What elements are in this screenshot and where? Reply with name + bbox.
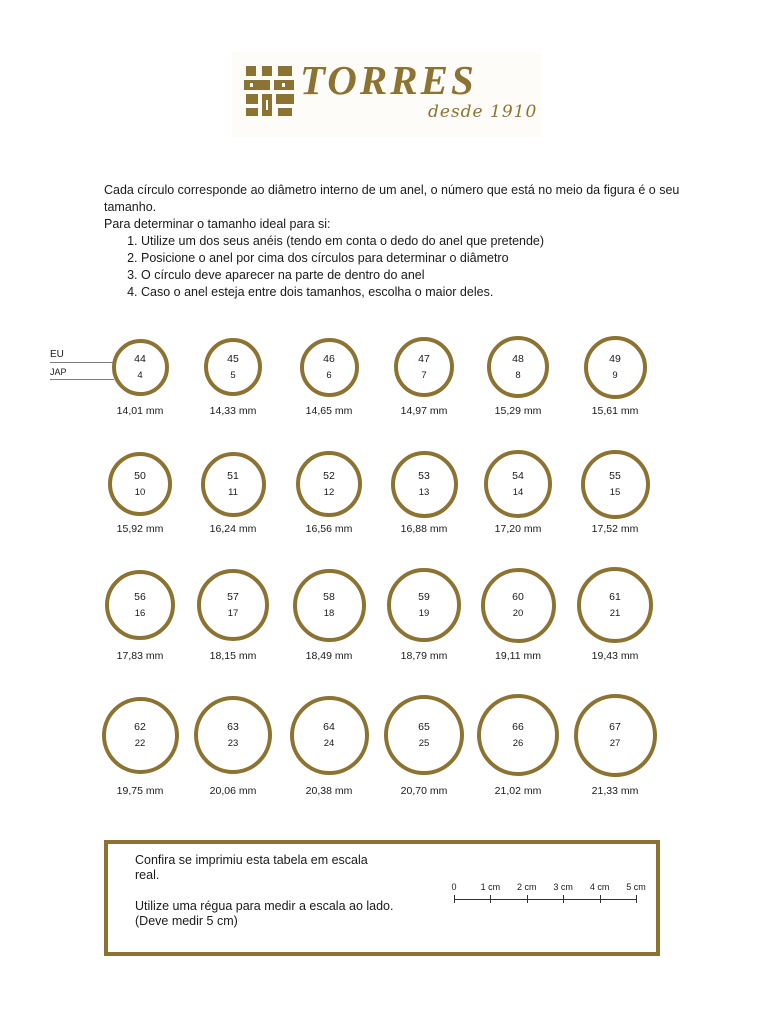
ring-eu-size: 60: [512, 591, 524, 603]
ring-eu-size: 55: [609, 470, 621, 482]
scale-instructions: [135, 853, 395, 945]
ring-jap-size: 10: [134, 487, 146, 498]
ring-eu-size: 49: [609, 353, 621, 365]
ring-jap-size: 8: [515, 370, 521, 381]
ring-jap-size: 23: [227, 738, 239, 749]
ruler-label: 0: [451, 882, 457, 892]
ring-circle: [105, 570, 175, 640]
ring-eu-size: 58: [323, 591, 335, 603]
ring-circle: [577, 567, 653, 643]
ring-circle: [574, 694, 657, 777]
ring-circle: [290, 696, 369, 775]
ring-eu-size: 57: [227, 591, 239, 603]
ring-jap-size: 20: [512, 608, 524, 619]
ring-jap-size: 19: [418, 608, 430, 619]
ruler-tick: [563, 895, 564, 903]
ring-eu-size: 56: [134, 591, 146, 603]
ring-circle: [484, 450, 552, 518]
step-item: 4. Caso o anel esteja entre dois tamanhos, escolha o maior deles.: [141, 284, 684, 301]
ring-diameter-label: 17,20 mm: [494, 523, 542, 535]
ruler-tick: [636, 895, 637, 903]
ring-jap-size: 18: [323, 608, 335, 619]
ring-eu-size: 48: [512, 353, 524, 365]
ring-jap-size: 25: [418, 738, 430, 749]
ring-diameter-label: 15,61 mm: [591, 405, 639, 417]
ring-diameter-label: 19,75 mm: [116, 785, 164, 797]
ring-diameter-label: 20,06 mm: [209, 785, 257, 797]
ring-jap-size: 5: [230, 370, 236, 381]
ring-circle: [391, 451, 458, 518]
ring-eu-size: 44: [134, 353, 146, 365]
legend-jap: JAP: [50, 367, 67, 377]
ruler-label: 5 cm: [626, 882, 646, 892]
legend-eu-line: [50, 362, 114, 363]
ring-jap-size: 9: [612, 370, 618, 381]
scale-text-ruler: Utilize uma régua para medir a escala ao lado. (Deve medir 5 cm): [135, 899, 394, 928]
ring-eu-size: 62: [134, 721, 146, 733]
ring-jap-size: 26: [512, 738, 524, 749]
ring-circle: [394, 337, 454, 397]
ring-eu-size: 46: [323, 353, 335, 365]
ring-circle: [296, 451, 362, 517]
ring-jap-size: 17: [227, 608, 239, 619]
ring-eu-size: 66: [512, 721, 524, 733]
ring-jap-size: 21: [609, 608, 621, 619]
ring-diameter-label: 16,88 mm: [400, 523, 448, 535]
ring-diameter-label: 20,70 mm: [400, 785, 448, 797]
ruler-label: 1 cm: [480, 882, 501, 892]
ring-diameter-label: 20,38 mm: [305, 785, 353, 797]
ring-eu-size: 51: [227, 470, 239, 482]
ring-jap-size: 11: [228, 487, 238, 498]
brand-since: desde 1910: [428, 102, 538, 122]
ring-diameter-label: 14,01 mm: [116, 405, 164, 417]
ring-diameter-label: 19,11 mm: [495, 650, 541, 662]
step-item: 1. Utilize um dos seus anéis (tendo em conta o dedo do anel que pretende): [141, 233, 684, 250]
ring-eu-size: 65: [418, 721, 430, 733]
ring-circle: [204, 338, 262, 396]
ring-eu-size: 45: [227, 353, 239, 365]
instructions: [104, 182, 684, 301]
ring-diameter-label: 19,43 mm: [591, 650, 639, 662]
ring-jap-size: 15: [609, 487, 621, 498]
ring-circle: [477, 694, 559, 776]
ring-diameter-label: 16,24 mm: [209, 523, 257, 535]
ring-diameter-label: 14,97 mm: [400, 405, 448, 417]
ruler-label: 2 cm: [517, 882, 537, 892]
ring-eu-size: 63: [227, 721, 239, 733]
ring-diameter-label: 14,33 mm: [209, 405, 257, 417]
ring-eu-size: 64: [323, 721, 335, 733]
ring-eu-size: 50: [134, 470, 146, 482]
ring-circle: [487, 336, 549, 398]
scale-text-print: Confira se imprimiu esta tabela em escala real.: [135, 853, 368, 882]
ring-diameter-label: 18,49 mm: [305, 650, 353, 662]
step-item: 2. Posicione o anel por cima dos círculos para determinar o diâmetro: [141, 250, 684, 267]
brand-logo: [232, 52, 542, 137]
intro-paragraph: Cada círculo corresponde ao diâmetro interno de um anel, o número que está no meio da figura é o seu tamanho.: [104, 183, 680, 214]
ring-diameter-label: 18,15 mm: [209, 650, 257, 662]
ring-eu-size: 53: [418, 470, 430, 482]
ring-circle: [300, 338, 359, 397]
ruler-line: [454, 899, 636, 900]
legend-eu: EU: [50, 349, 64, 360]
intro-lead: Para determinar o tamanho ideal para si:: [104, 217, 331, 231]
ring-eu-size: 54: [512, 470, 524, 482]
ring-jap-size: 4: [137, 370, 143, 381]
ring-diameter-label: 14,65 mm: [305, 405, 353, 417]
legend-jap-line: [50, 379, 114, 380]
ring-jap-size: 22: [134, 738, 146, 749]
ring-circle: [481, 568, 556, 643]
ring-circle: [387, 568, 461, 642]
ring-jap-size: 12: [323, 487, 335, 498]
ruler-label: 3 cm: [553, 882, 573, 892]
ring-circle: [581, 450, 650, 519]
ruler-tick: [600, 895, 601, 903]
ruler-tick: [490, 895, 491, 903]
ring-jap-size: 16: [134, 608, 146, 619]
ruler-tick: [454, 895, 455, 903]
ring-eu-size: 47: [418, 353, 430, 365]
ring-circle: [194, 696, 272, 774]
steps-list: [104, 233, 684, 301]
ring-circle: [102, 697, 179, 774]
ring-circle: [293, 569, 366, 642]
brand-name: TORRES: [300, 57, 477, 103]
ring-circle: [384, 695, 464, 775]
ring-circle: [112, 339, 169, 396]
ring-jap-size: 13: [418, 487, 430, 498]
ruler-label: 4 cm: [589, 882, 610, 892]
ring-diameter-label: 21,33 mm: [591, 785, 639, 797]
ring-diameter-label: 15,92 mm: [116, 523, 164, 535]
ring-diameter-label: 17,52 mm: [591, 523, 639, 535]
ring-eu-size: 67: [609, 721, 621, 733]
ring-diameter-label: 18,79 mm: [400, 650, 448, 662]
ring-diameter-label: 21,02 mm: [494, 785, 542, 797]
step-item: 3. O círculo deve aparecer na parte de dentro do anel: [141, 267, 684, 284]
ring-jap-size: 14: [512, 487, 524, 498]
ring-diameter-label: 15,29 mm: [494, 405, 542, 417]
ruler-tick: [527, 895, 528, 903]
torres-emblem-icon: [242, 64, 298, 120]
ring-diameter-label: 17,83 mm: [116, 650, 164, 662]
ring-jap-size: 7: [421, 370, 427, 381]
ring-jap-size: 24: [323, 738, 335, 749]
ring-jap-size: 27: [609, 738, 621, 749]
ring-circle: [201, 452, 266, 517]
ring-diameter-label: 16,56 mm: [305, 523, 353, 535]
ring-eu-size: 61: [609, 591, 621, 603]
ring-circle: [197, 569, 269, 641]
ring-circle: [584, 336, 647, 399]
ring-jap-size: 6: [326, 370, 332, 381]
ring-eu-size: 52: [323, 470, 335, 482]
ring-circle: [108, 452, 172, 516]
ring-eu-size: 59: [418, 591, 430, 603]
